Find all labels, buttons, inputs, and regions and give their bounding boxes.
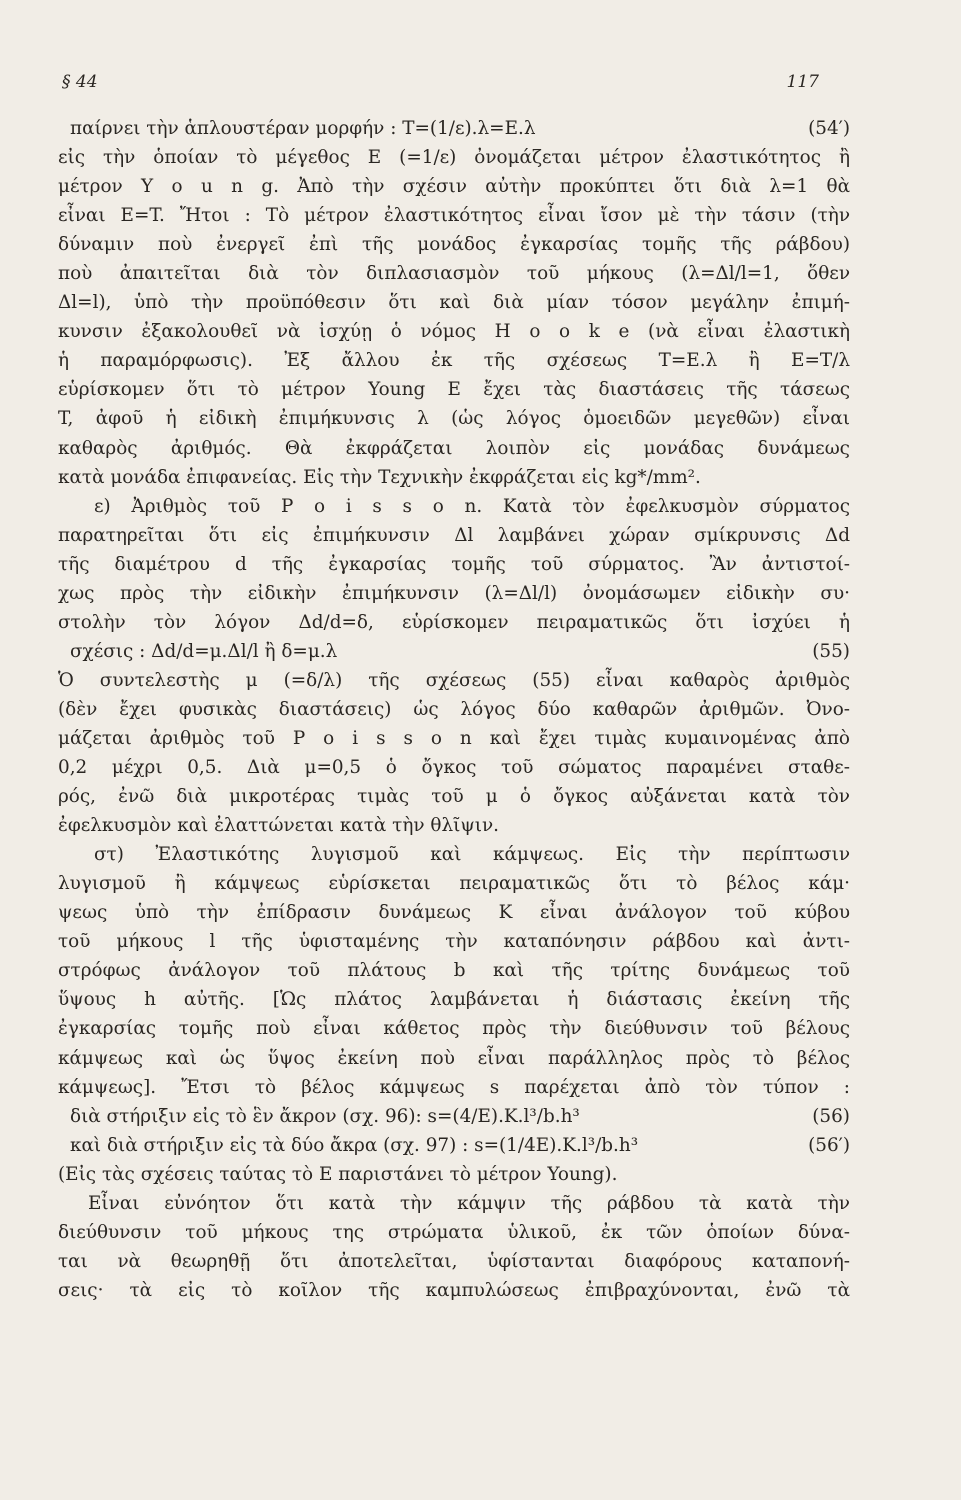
text-line: σχέσις : Δd/d=μ.Δl/l ἢ δ=μ.λ (55) xyxy=(58,637,850,666)
body-text xyxy=(58,114,850,1305)
text-line: ρός, ἐνῶ διὰ μικροτέρας τιμὰς τοῦ μ ὁ ὄγκος αὐξάνεται κατὰ τὸν xyxy=(58,786,850,808)
text-line: κάμψεως καὶ ὡς ὕψος ἐκείνη ποὺ εἶναι παράλληλος πρὸς τὸ βέλος xyxy=(58,1047,850,1069)
text-line: στολὴν τὸν λόγον Δd/d=δ, εὑρίσκομεν πειραματικῶς ὅτι ἰσχύει ἡ xyxy=(58,611,850,633)
text-line: ποὺ ἀπαιτεῖται διὰ τὸν διπλασιασμὸν τοῦ μήκους (λ=Δl/l=1, ὅθεν xyxy=(58,263,850,285)
text-line: τοῦ μήκους l τῆς ὑφισταμένης τὴν καταπόνησιν ράβδου καὶ ἀντι- xyxy=(58,931,850,953)
text-line: Δl=l), ὑπὸ τὴν προϋπόθεσιν ὅτι καὶ διὰ μίαν τόσον μεγάλην ἐπιμή- xyxy=(58,292,850,314)
text-line: ὕψους h αὐτῆς. [Ὡς πλάτος λαμβάνεται ἡ διάστασις ἐκείνη τῆς xyxy=(58,989,850,1011)
text-line: τῆς διαμέτρου d τῆς ἐγκαρσίας τομῆς τοῦ σύρματος. Ἂν ἀντιστοί- xyxy=(58,553,850,575)
text-line: ται νὰ θεωρηθῇ ὅτι ἀποτελεῖται, ὑφίστανται διαφόρους καταπονή- xyxy=(58,1250,850,1272)
page-header xyxy=(62,72,819,102)
text-line: ψεως ὑπὸ τὴν ἐπίδρασιν δυνάμεως K εἶναι ἀνάλογον τοῦ κύβου xyxy=(58,902,850,924)
text-line: διεύθυνσιν τοῦ μήκους της στρώματα ὑλικοῦ, ἐκ τῶν ὁποίων δύνα- xyxy=(58,1221,850,1243)
text-line: στρόφως ἀνάλογον τοῦ πλάτους b καὶ τῆς τρίτης δυνάμεως τοῦ xyxy=(58,960,850,982)
page-number: 117 xyxy=(786,72,819,92)
section-heading-line: ε) Ἀριθμὸς τοῦ P o i s s o n. Κατὰ τὸν ἐφελκυσμὸν σύρματος xyxy=(94,495,850,517)
text-line: εἶναι E=T. Ἤτοι : Τὸ μέτρον ἐλαστικότητος εἶναι ἴσον μὲ τὴν τάσιν (τὴν xyxy=(58,205,850,227)
text-line: κυνσιν ἐξακολουθεῖ νὰ ἰσχύῃ ὁ νόμος H o o k e (νὰ εἶναι ἐλαστικὴ xyxy=(58,321,850,343)
text-line: καθαρὸς ἀριθμός. Θὰ ἐκφράζεται λοιπὸν εἰς μονάδας δυνάμεως xyxy=(58,437,850,459)
text-line: κάμψεως]. Ἔτσι τὸ βέλος κάμψεως s παρέχεται ἀπὸ τὸν τύπον : xyxy=(58,1076,850,1098)
text-line: μάζεται ἀριθμὸς τοῦ P o i s s o n καὶ ἔχει τιμὰς κυμαινομένας ἀπὸ xyxy=(58,727,850,749)
text-line: λυγισμοῦ ἢ κάμψεως εὑρίσκεται πειραματικῶς ὅτι τὸ βέλος κάμ· xyxy=(58,873,850,895)
text-line: παρατηρεῖται ὅτι εἰς ἐπιμήκυνσιν Δl λαμβάνει χώραν σμίκρυνσις Δd xyxy=(58,524,850,546)
text-line: εἰς τὴν ὁποίαν τὸ μέγεθος E (=1/ε) ὀνομάζεται μέτρον ἐλαστικότητος ἢ xyxy=(58,147,850,169)
section-number: § 44 xyxy=(62,72,98,92)
text-line: κατὰ μονάδα ἐπιφανείας. Εἰς τὴν Τεχνικὴν ἐκφράζεται εἰς kg*/mm². xyxy=(58,466,701,488)
text-line: μέτρον Y o u n g. Ἀπὸ τὴν σχέσιν αὐτὴν προκύπτει ὅτι διὰ λ=1 θὰ xyxy=(58,176,850,198)
text-line: (δὲν ἔχει φυσικὰς διαστάσεις) ὡς λόγος δύο καθαρῶν ἀριθμῶν. Ὀνο- xyxy=(58,698,850,720)
text-line: σεις· τὰ εἰς τὸ κοῖλον τῆς καμπυλώσεως ἐπιβραχύνονται, ἐνῶ τὰ xyxy=(58,1279,850,1301)
text-line: (Εἰς τὰς σχέσεις ταύτας τὸ E παριστάνει τὸ μέτρον Young). xyxy=(58,1163,618,1185)
equation-number: (55) xyxy=(812,640,850,662)
text-line: Εἶναι εὐνόητον ὅτι κατὰ τὴν κάμψιν τῆς ράβδου τὰ κατὰ τὴν xyxy=(88,1192,850,1214)
equation-number: (56) xyxy=(812,1105,850,1127)
text-line: 0,2 μέχρι 0,5. Διὰ μ=0,5 ὁ ὄγκος τοῦ σώματος παραμένει σταθε- xyxy=(58,757,850,779)
text-line: ἐγκαρσίας τομῆς ποὺ εἶναι κάθετος πρὸς τὴν διεύθυνσιν τοῦ βέλους xyxy=(58,1018,850,1040)
text-line: ἡ παραμόρφωσις). Ἐξ ἄλλου ἐκ τῆς σχέσεως T=E.λ ἢ E=T/λ xyxy=(58,350,850,372)
section-heading-line: στ) Ἐλαστικότης λυγισμοῦ καὶ κάμψεως. Εἰς τὴν περίπτωσιν xyxy=(94,844,850,866)
equation-number: (56′) xyxy=(808,1134,850,1156)
text-line: T, ἀφοῦ ἡ εἰδικὴ ἐπιμήκυνσις λ (ὡς λόγος ὁμοειδῶν μεγεθῶν) εἶναι xyxy=(58,408,850,430)
text-line: Ὁ συντελεστὴς μ (=δ/λ) τῆς σχέσεως (55) εἶναι καθαρὸς ἀριθμὸς xyxy=(58,669,850,691)
text-line: διὰ στήριξιν εἰς τὸ ἓν ἄκρον (σχ. 96): s=(4/E).K.l³/b.h³ (56) xyxy=(58,1102,850,1131)
text-line: παίρνει τὴν ἁπλουστέραν μορφήν : T=(1/ε).λ=E.λ (54′) xyxy=(58,114,850,143)
text-line: εὑρίσκομεν ὅτι τὸ μέτρον Young E ἔχει τὰς διαστάσεις τῆς τάσεως xyxy=(58,379,850,401)
text-line: δύναμιν ποὺ ἐνεργεῖ ἐπὶ τῆς μονάδος ἐγκαρσίας τομῆς τῆς ράβδου) xyxy=(58,234,850,256)
text-line: ἐφελκυσμὸν καὶ ἐλαττώνεται κατὰ τὴν θλῖψιν. xyxy=(58,815,499,837)
text-line: καὶ διὰ στήριξιν εἰς τὰ δύο ἄκρα (σχ. 97) : s=(1/4E).K.l³/b.h³ (56′) xyxy=(58,1131,850,1160)
equation-number: (54′) xyxy=(808,118,850,139)
text-line: χως πρὸς τὴν εἰδικὴν ἐπιμήκυνσιν (λ=Δl/l) ὀνομάσωμεν εἰδικὴν συ· xyxy=(58,582,850,604)
